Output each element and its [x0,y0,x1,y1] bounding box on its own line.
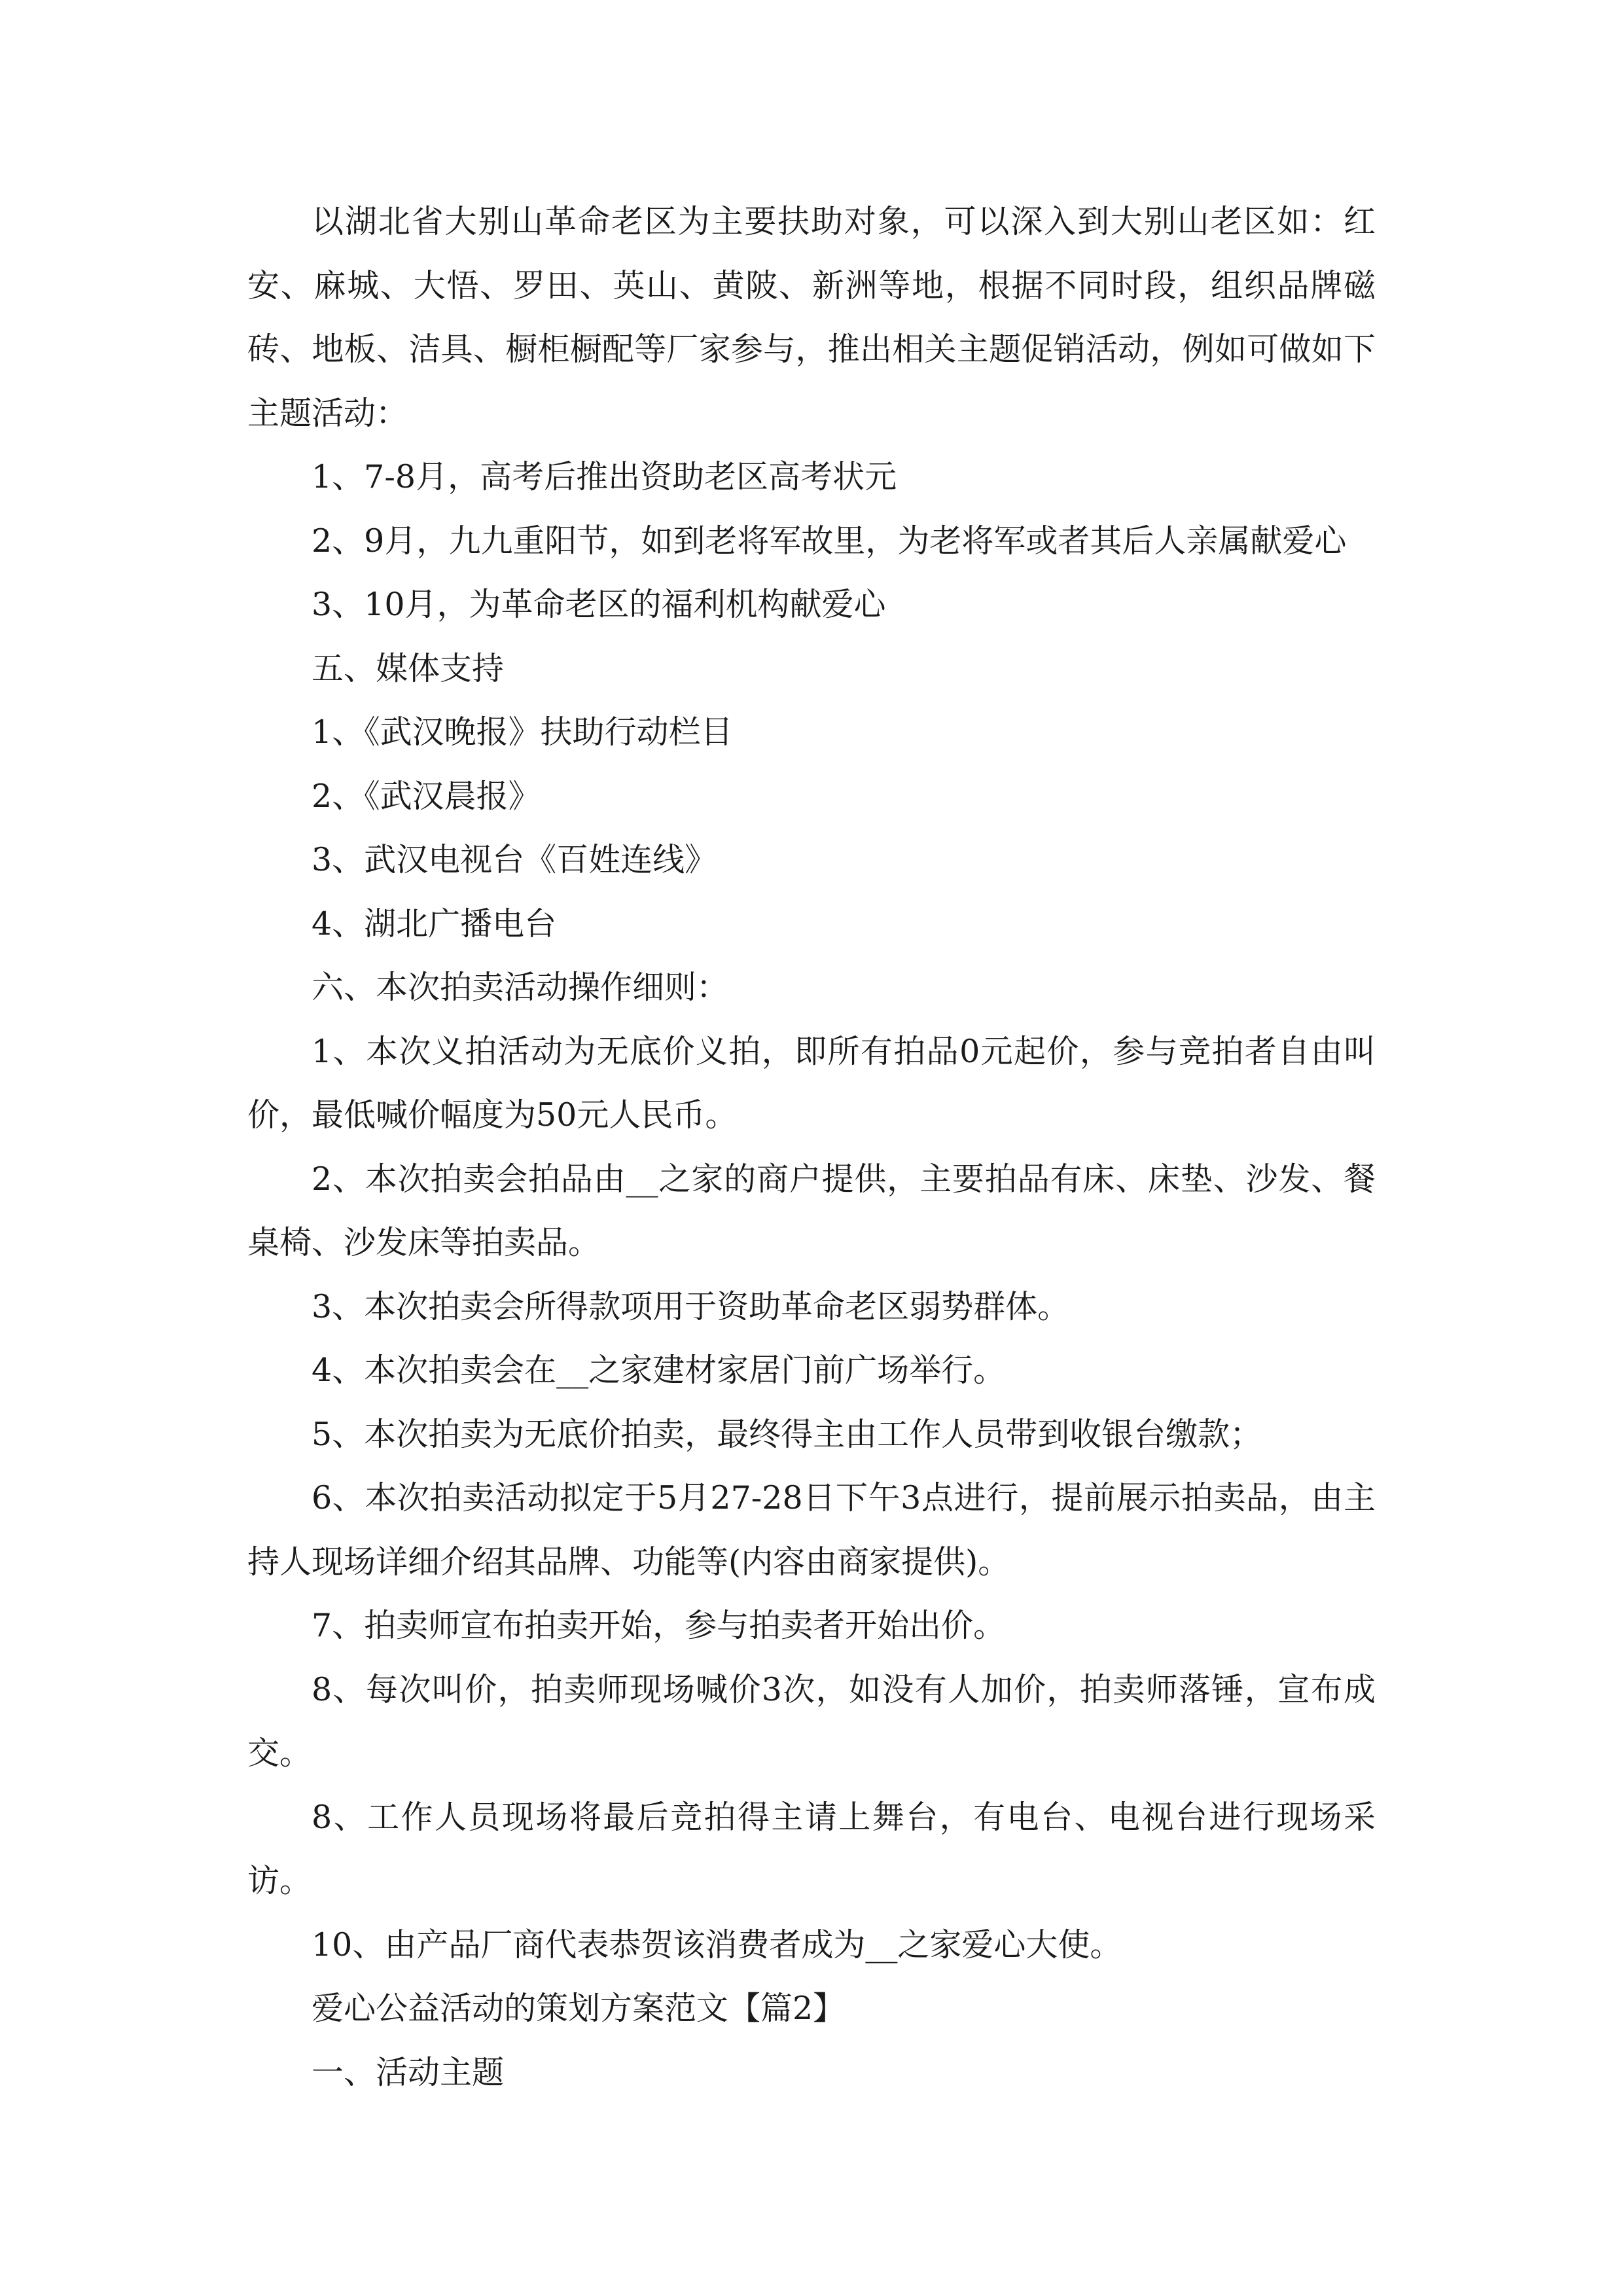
list-item-rule-8a: 8、每次叫价，拍卖师现场喊价3次，如没有人加价，拍卖师落锤，宣布成交。 [247,1670,1376,1772]
list-item-media-3: 3、武汉电视台《百姓连线》 [312,841,717,878]
paragraph-intro: 以湖北省大别山革命老区为主要扶助对象，可以深入到大别山老区如：红安、麻城、大悟、罗田、英山、黄陂、新洲等地，根据不同时段，组织品牌磁砖、地板、洁具、橱柜橱配等厂家参与，推出相关主题促销活动，例如可做如下主题活动： [247,203,1376,432]
list-item-media-2: 2、《武汉晨报》 [312,777,541,815]
list-item-rule-6: 6、本次拍卖活动拟定于5月27-28日下午3点进行，提前展示拍卖品，由主持人现场详细介绍其品牌、功能等(内容由商家提供)。 [247,1479,1376,1581]
list-item-rule-1: 1、本次义拍活动为无底价义拍，即所有拍品0元起价，参与竞拍者自由叫价，最低喊价幅度为50元人民币。 [247,1032,1376,1134]
section-heading-rules: 六、本次拍卖活动操作细则： [312,969,729,1006]
document-body [247,190,1376,2104]
list-item-rule-7: 7、拍卖师宣布拍卖开始，参与拍卖者开始出价。 [312,1607,1006,1644]
list-item-activity-1: 1、7-8月，高考后推出资助老区高考状元 [312,458,897,495]
article-title-part-2: 爱心公益活动的策划方案范文【篇2】 [312,1990,846,2027]
list-item-activity-2: 2、9月，九九重阳节，如到老将军故里，为老将军或者其后人亲属献爱心 [312,522,1347,560]
list-item-rule-8b: 8、工作人员现场将最后竞拍得主请上舞台，有电台、电视台进行现场采访。 [247,1798,1376,1899]
list-item-media-1: 1、《武汉晚报》扶助行动栏目 [312,713,733,751]
list-item-rule-5: 5、本次拍卖为无底价拍卖，最终得主由工作人员带到收银台缴款； [312,1415,1262,1453]
list-item-media-4: 4、湖北广播电台 [312,905,557,942]
list-item-rule-4: 4、本次拍卖会在__之家建材家居门前广场举行。 [312,1352,1006,1389]
list-item-rule-10: 10、由产品厂商代表恭贺该消费者成为__之家爱心大使。 [312,1926,1122,1964]
list-item-activity-3: 3、10月，为革命老区的福利机构献爱心 [312,586,886,623]
section-heading-theme: 一、活动主题 [312,2053,505,2091]
section-heading-media: 五、媒体支持 [312,649,505,687]
list-item-rule-3: 3、本次拍卖会所得款项用于资助革命老区弱势群体。 [312,1287,1070,1325]
list-item-rule-2: 2、本次拍卖会拍品由__之家的商户提供，主要拍品有床、床垫、沙发、餐桌椅、沙发床等拍卖品。 [247,1160,1376,1261]
